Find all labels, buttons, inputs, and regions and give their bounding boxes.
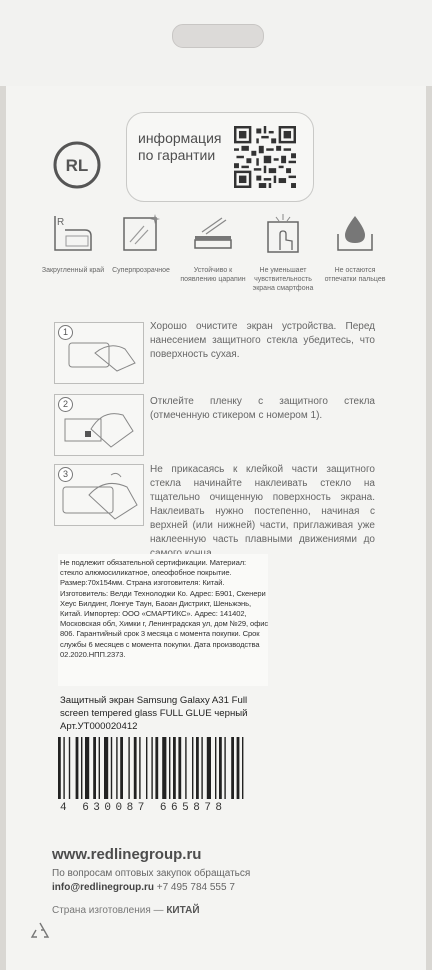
box-side-right [426, 86, 432, 970]
super-transparent-icon [120, 212, 162, 254]
logo-text: RL [65, 156, 89, 175]
step-1-number: 1 [58, 325, 73, 340]
barcode-bar [215, 737, 216, 799]
barcode-bar [76, 737, 79, 799]
barcode-bar [58, 737, 61, 799]
touch-sensitivity-icon [262, 212, 304, 254]
barcode-bar [237, 737, 240, 799]
hang-tab [0, 0, 432, 87]
barcode-bar [185, 737, 186, 799]
step-3-illustration [54, 464, 144, 526]
scratch-resistant-icon [192, 212, 234, 254]
barcode-bar [111, 737, 112, 799]
step-2-text: Отклейте пленку с защитного стекла (отмеченную стикером с номером 1). [150, 396, 375, 421]
contact-line [52, 882, 235, 893]
product-name: Защитный экран Samsung Galaxy A31 Full screen tempered glass FULL GLUE черный Арт.УТ000020412 [60, 695, 248, 732]
barcode-digits: 4 630087 665878 [60, 802, 227, 814]
phone-number: +7 495 784 555 7 [156, 882, 235, 893]
qr-code-icon [234, 126, 296, 188]
step-3-text: Не прикасаясь к клейкой части защитного стекла начинайте наклеивать стекло на тщательно очищенную поверхность экрана. Наклеивать нужно постепенно, начиная с верхней (или нижней) части, приглаживая уже наклеенную часть плавными движениями до [150, 464, 375, 545]
step-2-illustration [54, 394, 144, 456]
barcode-bar [224, 737, 225, 799]
barcode-bar [155, 737, 158, 799]
step-1-text: Хорошо очистите экран устройства. Перед нанесением защитного стекла убедитесь, что поверхность сухая. [150, 321, 375, 360]
svg-text:R: R [57, 217, 65, 228]
country-label: Страна изготовления — [52, 905, 164, 916]
recycle-icon [30, 922, 50, 940]
barcode-bar [120, 737, 123, 799]
warranty-label [138, 130, 221, 164]
barcode-bar [128, 737, 129, 799]
feature-label-rounded-edge: Закругленный край [41, 267, 105, 274]
barcode-bar [116, 737, 117, 799]
barcode-bar [169, 737, 170, 799]
feature-label-transparent: Суперпрозрачное [112, 267, 170, 274]
step-2-number: 2 [58, 397, 73, 412]
barcode-bar [173, 737, 176, 799]
barcode-bar [93, 737, 96, 799]
barcode-bar [162, 737, 166, 799]
barcode-bar [104, 737, 108, 799]
warranty-line-1: информация [138, 130, 222, 146]
barcode-icon [54, 735, 276, 805]
email-link[interactable]: info@redlinegroup.ru [52, 882, 154, 893]
country-line [52, 905, 200, 916]
redline-logo-icon [52, 140, 102, 190]
barcode-bar [134, 737, 137, 799]
feature-label-sensitivity: Не уменьшает чувствительность экрана смартфона [252, 267, 314, 292]
hang-hole [172, 24, 264, 48]
barcode-bar [151, 737, 152, 799]
rounded-edge-icon [52, 212, 94, 254]
country-value: КИТАЙ [166, 905, 200, 916]
barcode-bar [219, 737, 222, 799]
feature-label-scratch: Устойчиво к появлению царапин [180, 267, 246, 283]
wholesale-text: По вопросам оптовых закупок обращаться [52, 868, 251, 879]
barcode-bar [139, 737, 140, 799]
warranty-line-2: по гарантии [138, 147, 216, 163]
barcode-bar [207, 737, 211, 799]
barcode-bar [196, 737, 199, 799]
website-link[interactable]: www.redlinegroup.ru [52, 846, 202, 863]
barcode-bar [69, 737, 70, 799]
feature-label-fingerprints: Не остаются отпечатки пальцев [324, 267, 386, 283]
sticker-legal-text: Не подлежит обязательной сертификации. Материал: стекло алюмосиликатное, олеофобное покрытие. Размер:70х154мм. Страна изготовителя: Китай. Изготовитель: Велди Технолоджи Ко. Адрес: Б901, Скенери Хеус Билдинг, Лонгуе Таун, Баоан Дистрикт, Шеньжэнь, Китай. Импортер: ООО «СМАРТИКС». Адрес: 141402, Московская обл, Химки г, Ленинградская ул, дом №29, офис 806. Гарантийный срок 3 месяца с момента покупки. Срок службы 6 месяцев с момента покупки. Дата производства 02.2020.НПП.2373. [60, 558, 269, 659]
barcode-bar [201, 737, 202, 799]
barcode-bar [85, 737, 89, 799]
barcode-bar [242, 737, 243, 799]
barcode-bar [178, 737, 181, 799]
barcode-bar [192, 737, 193, 799]
barcode-bar [81, 737, 82, 799]
step-3-number: 3 [58, 467, 73, 482]
barcode-bar [231, 737, 234, 799]
barcode-bar [63, 737, 64, 799]
step-1-illustration [54, 322, 144, 384]
barcode-bar [146, 737, 147, 799]
no-fingerprints-icon [334, 212, 376, 254]
barcode-bar [99, 737, 100, 799]
